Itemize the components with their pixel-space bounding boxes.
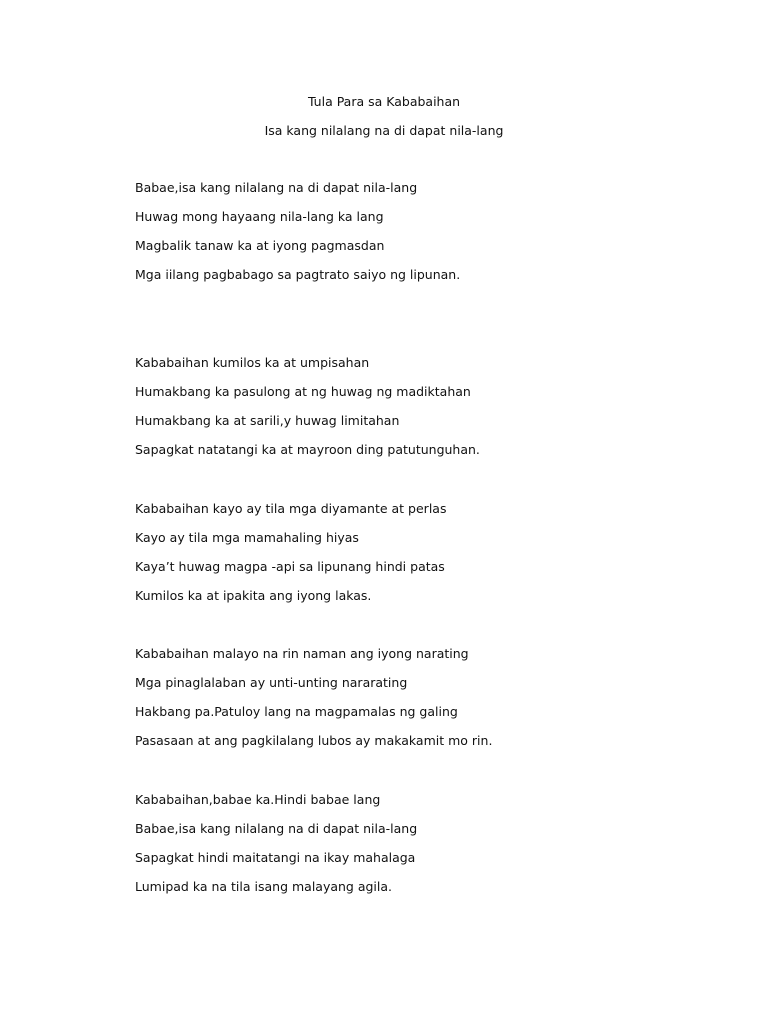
stanza-4	[135, 645, 735, 761]
stanza-2	[135, 354, 735, 470]
poem-line: Mga pinaglalaban ay unti-unting nararating	[135, 675, 408, 690]
poem-line: Sapagkat natatangi ka at mayroon ding patutunguhan.	[135, 442, 480, 457]
poem-line: Mga iilang pagbabago sa pagtrato saiyo ng lipunan.	[135, 267, 461, 282]
poem-line: Lumipad ka na tila isang malayang agila.	[135, 879, 393, 894]
poem-title: Tula Para sa Kababaihan	[307, 94, 461, 109]
poem-line: Kababaihan kayo ay tila mga diyamante at perlas	[135, 501, 447, 516]
poem-line: Kababaihan kumilos ka at umpisahan	[135, 355, 370, 370]
poem-line: Hakbang pa.Patuloy lang na magpamalas ng galing	[135, 704, 458, 719]
stanza-1	[135, 179, 735, 295]
poem-line: Huwag mong hayaang nila-lang ka lang	[135, 209, 384, 224]
poem-line: Magbalik tanaw ka at iyong pagmasdan	[135, 238, 385, 253]
poem-line: Kaya’t huwag magpa -api sa lipunang hindi patas	[135, 559, 445, 574]
poem-line: Humakbang ka at sarili,y huwag limitahan	[135, 413, 400, 428]
poem-line: Babae,isa kang nilalang na di dapat nila-lang	[135, 180, 418, 195]
poem-line: Kumilos ka at ipakita ang iyong lakas.	[135, 588, 372, 603]
poem-line: Sapagkat hindi maitatangi na ikay mahalaga	[135, 850, 416, 865]
poem-line: Humakbang ka pasulong at ng huwag ng madiktahan	[135, 384, 471, 399]
poem-line: Kababaihan malayo na rin naman ang iyong narating	[135, 646, 469, 661]
stanza-5	[135, 791, 735, 907]
stanza-3	[135, 500, 735, 616]
poem-line: Pasasaan at ang pagkilalang lubos ay makakamit mo rin.	[135, 733, 493, 748]
poem-line: Babae,isa kang nilalang na di dapat nila-lang	[135, 821, 418, 836]
poem-subtitle: Isa kang nilalang na di dapat nila-lang	[264, 123, 504, 138]
poem-line: Kayo ay tila mga mamahaling hiyas	[135, 530, 359, 545]
poem-line: Kababaihan,babae ka.Hindi babae lang	[135, 792, 381, 807]
